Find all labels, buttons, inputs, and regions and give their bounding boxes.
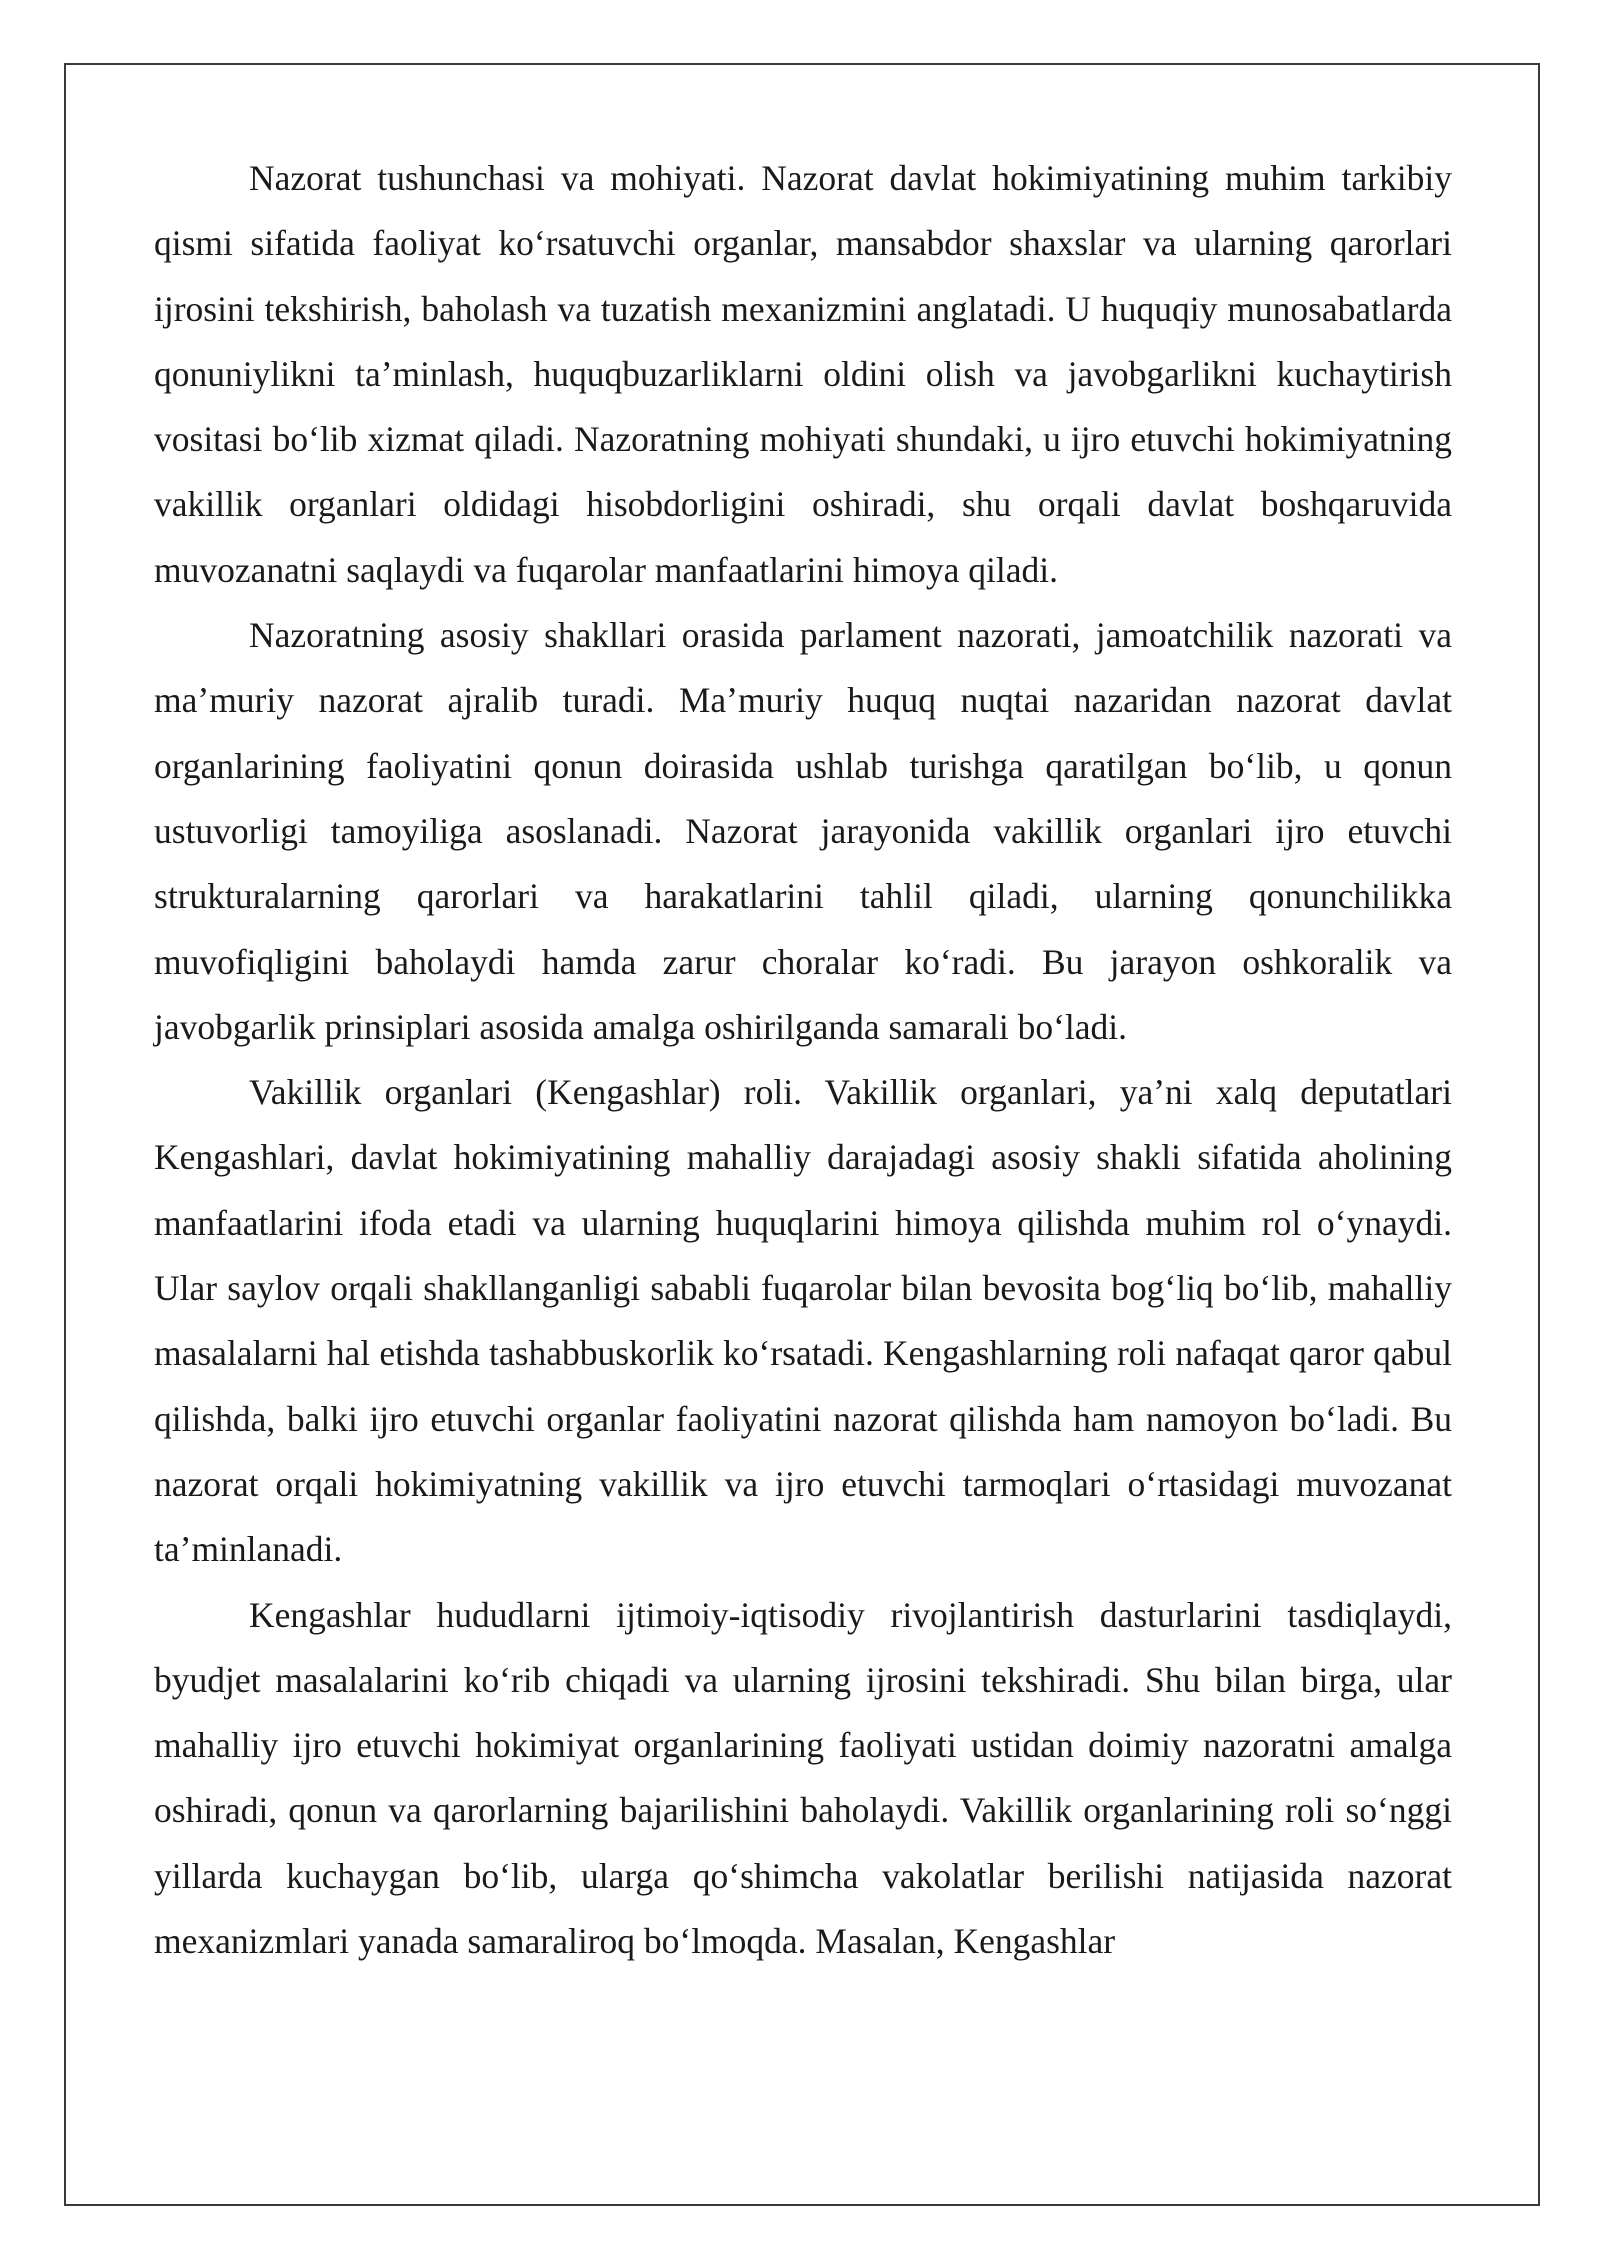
paragraph-kengashlar-vakolatlari: Kengashlar hududlarni ijtimoiy-iqtisodiy rivojlantirish dasturlarini tasdiqlaydi, byudjet masalalarini koʻrib chiqadi va ularning ijrosini tekshiradi. Shu bilan birga, ular mahalliy ijro etuvchi hokimiyat organlarining faoliyati ustidan doimiy nazoratni amalga oshiradi, qonun va qarorlarning bajarilishini baholaydi. Vakillik organlarining roli soʻnggi yillarda kuchaygan boʻlib, ularga qoʻshimcha vakolatlar berilishi natijasida nazorat mexanizmlari yanada samaraliroq boʻlmoqda. Masalan, Kengashlar <box>154 1594 1452 1962</box>
document-body <box>154 146 1452 1974</box>
paragraph-nazorat-mohiyati: Nazorat tushunchasi va mohiyati. Nazorat davlat hokimiyatining muhim tarkibiy qismi sifatida faoliyat koʻrsatuvchi organlar, mansabdor shaxslar va ularning qarorlari ijrosini tekshirish, baholash va tuzatish mexanizmini anglatadi. U huquqiy munosabatlarda qonuniylikni taʼminlash, huquqbuzarliklarni oldini olish va javobgarlikni kuchaytirish vositasi boʻlib xizmat qiladi. Nazoratning mohiyati shundaki, u ijro etuvchi hokimiyatning vakillik organlari oldidagi hisobdorligini oshiradi, shu orqali davlat boshqaruvida muvozanatni saqlaydi va fuqarolar manfaatlarini himoya qiladi. <box>154 158 1452 590</box>
paragraph-nazorat-shakllari: Nazoratning asosiy shakllari orasida parlament nazorati, jamoatchilik nazorati va maʼmuriy nazorat ajralib turadi. Maʼmuriy huquq nuqtai nazaridan nazorat davlat organlarining faoliyatini qonun doirasida ushlab turishga qaratilgan boʻlib, u qonun ustuvorligi tamoyiliga asoslanadi. Nazorat jarayonida vakillik organlari ijro etuvchi strukturalarning qarorlari va harakatlarini tahlil qiladi, ularning qonunchilikka muvofiqligini baholaydi hamda zarur choralar koʻradi. Bu jarayon oshkoralik va javobgarlik prinsiplari asosida amalga oshirilganda samarali boʻladi. <box>154 615 1452 1047</box>
paragraph-kengashlar-roli: Vakillik organlari (Kengashlar) roli. Vakillik organlari, yaʼni xalq deputatlari Kengashlari, davlat hokimiyatining mahalliy darajadagi asosiy shakli sifatida aholining manfaatlarini ifoda etadi va ularning huquqlarini himoya qilishda muhim rol oʻynaydi. Ular saylov orqali shakllanganligi sababli fuqarolar bilan bevosita bogʻliq boʻlib, mahalliy masalalarni hal etishda tashabbuskorlik koʻrsatadi. Kengashlarning roli nafaqat qaror qabul qilishda, balki ijro etuvchi organlar faoliyatini nazorat qilishda ham namoyon boʻladi. Bu nazorat orqali hokimiyatning vakillik va ijro etuvchi tarmoqlari oʻrtasidagi muvozanat taʼminlanadi. <box>154 1072 1452 1570</box>
